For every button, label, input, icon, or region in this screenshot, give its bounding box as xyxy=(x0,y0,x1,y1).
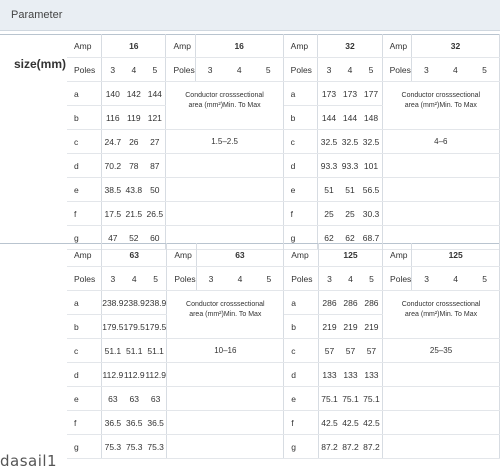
dimension-value: 119 xyxy=(123,106,144,130)
dimension-value: 144 xyxy=(144,82,166,106)
dimension-row xyxy=(67,82,500,106)
pole-count: 5 xyxy=(254,58,283,82)
conductor-range: 25–35 xyxy=(383,339,500,363)
empty-cell xyxy=(382,154,499,178)
poles-label: Poles xyxy=(167,267,196,291)
dimension-label: e xyxy=(283,178,318,202)
dimension-value: 142 xyxy=(123,82,144,106)
dimension-row xyxy=(67,202,500,226)
amp-label: Amp xyxy=(166,34,195,58)
dimension-value: 87 xyxy=(144,154,166,178)
conductor-note-line: Conductor crosssectional xyxy=(186,301,265,308)
poles-row xyxy=(67,58,500,82)
dimension-value: 87.2 xyxy=(361,435,383,459)
pole-count: 4 xyxy=(441,58,470,82)
dimension-value: 30.3 xyxy=(360,202,382,226)
amp-size-value: 63 xyxy=(196,243,284,267)
pole-count: 3 xyxy=(318,58,340,82)
dimension-value: 36.5 xyxy=(145,411,167,435)
empty-cell xyxy=(167,363,284,387)
empty-cell xyxy=(383,435,500,459)
dimension-value: 70.2 xyxy=(102,154,124,178)
dimension-value: 75.3 xyxy=(102,435,124,459)
dimension-value: 219 xyxy=(318,315,340,339)
dimension-value: 93.3 xyxy=(340,154,361,178)
dimension-value: 25 xyxy=(340,202,361,226)
amp-label: Amp xyxy=(67,243,102,267)
dimension-value: 25 xyxy=(318,202,340,226)
dimension-value: 177 xyxy=(360,82,382,106)
dimension-label: e xyxy=(284,387,319,411)
empty-cell xyxy=(167,411,284,435)
dimension-value: 78 xyxy=(123,154,144,178)
dimension-value: 112.9 xyxy=(124,363,145,387)
dimension-value: 75.1 xyxy=(318,387,340,411)
conductor-note-line: area (mm²)Min. To Max xyxy=(189,311,262,318)
dimension-value: 93.3 xyxy=(318,154,340,178)
poles-label: Poles xyxy=(284,267,319,291)
dimension-value: 219 xyxy=(361,315,383,339)
dimension-label: b xyxy=(284,315,319,339)
amp-label: Amp xyxy=(67,34,102,58)
empty-cell xyxy=(167,435,284,459)
dimension-label: f xyxy=(283,202,318,226)
dimension-label: f xyxy=(284,411,319,435)
dimension-row xyxy=(67,387,500,411)
dimension-label: g xyxy=(67,226,102,250)
dimension-value: 87.2 xyxy=(340,435,361,459)
pole-count: 3 xyxy=(102,58,124,82)
pole-count: 3 xyxy=(318,267,340,291)
pole-count: 3 xyxy=(411,58,440,82)
watermark-text: dasail1 xyxy=(0,452,58,470)
amp-size-value: 125 xyxy=(412,243,500,267)
dimension-label: d xyxy=(283,154,318,178)
conductor-range: 1.5–2.5 xyxy=(166,130,283,154)
dimension-value: 62 xyxy=(318,226,340,250)
empty-cell xyxy=(383,411,500,435)
dimension-label: e xyxy=(67,387,102,411)
dimension-row xyxy=(67,154,500,178)
parameter-header-bar xyxy=(0,0,500,31)
conductor-note-line: area (mm²)Min. To Max xyxy=(404,311,478,318)
dimension-value: 42.5 xyxy=(340,411,361,435)
poles-label: Poles xyxy=(67,58,102,82)
dimension-value: 50 xyxy=(144,178,166,202)
dimension-value: 36.5 xyxy=(124,411,145,435)
dimension-value: 133 xyxy=(318,363,340,387)
dimension-value: 27 xyxy=(144,130,166,154)
dimension-label: a xyxy=(67,291,102,315)
dimension-value: 238.9 xyxy=(145,291,167,315)
dimension-value: 42.5 xyxy=(318,411,340,435)
conductor-note-line: area (mm²)Min. To Max xyxy=(188,102,261,109)
pole-count: 4 xyxy=(124,267,145,291)
dimension-value: 57 xyxy=(318,339,340,363)
conductor-note-line: Conductor crosssectional xyxy=(185,92,264,99)
pole-count: 5 xyxy=(255,267,284,291)
empty-cell xyxy=(383,363,500,387)
dimension-value: 286 xyxy=(318,291,340,315)
empty-cell xyxy=(167,387,284,411)
dimension-value: 32.5 xyxy=(360,130,382,154)
dimension-value: 56.5 xyxy=(360,178,382,202)
dimension-value: 62 xyxy=(340,226,361,250)
dimension-label: d xyxy=(67,363,102,387)
conductor-note xyxy=(167,291,284,339)
dimension-value: 238.9 xyxy=(124,291,145,315)
dimension-row xyxy=(67,130,500,154)
dimension-value: 60 xyxy=(144,226,166,250)
dimension-value: 144 xyxy=(340,106,361,130)
dimension-value: 57 xyxy=(361,339,383,363)
dimension-label: g xyxy=(283,226,318,250)
dimension-value: 51 xyxy=(318,178,340,202)
amp-label: Amp xyxy=(383,243,412,267)
dimension-value: 75.1 xyxy=(340,387,361,411)
dimension-value: 63 xyxy=(124,387,145,411)
pole-count: 3 xyxy=(195,58,224,82)
pole-count: 4 xyxy=(441,267,470,291)
pole-count: 3 xyxy=(412,267,441,291)
dimension-value: 286 xyxy=(361,291,383,315)
amp-label: Amp xyxy=(284,243,319,267)
dimension-value: 112.9 xyxy=(102,363,124,387)
empty-cell xyxy=(166,178,283,202)
dimension-label: c xyxy=(283,130,318,154)
pole-count: 5 xyxy=(470,267,499,291)
pole-count: 4 xyxy=(225,58,254,82)
amp-size-value: 16 xyxy=(102,34,166,58)
dimension-value: 32.5 xyxy=(318,130,340,154)
dimension-value: 140 xyxy=(102,82,124,106)
size-label: size(mm) xyxy=(14,57,67,71)
empty-cell xyxy=(166,154,283,178)
dimension-label: g xyxy=(67,435,102,459)
conductor-note xyxy=(166,82,283,130)
dimension-value: 75.1 xyxy=(361,387,383,411)
empty-cell xyxy=(382,178,499,202)
dimension-value: 32.5 xyxy=(340,130,361,154)
amp-row xyxy=(67,243,500,267)
pole-count: 5 xyxy=(145,267,167,291)
dimension-label: g xyxy=(284,435,319,459)
dimension-row xyxy=(67,435,500,459)
dimension-value: 51 xyxy=(340,178,361,202)
dimension-label: b xyxy=(67,106,102,130)
pole-count: 5 xyxy=(144,58,166,82)
dimension-value: 63 xyxy=(145,387,167,411)
dimension-value: 63 xyxy=(102,387,124,411)
dimension-label: b xyxy=(67,315,102,339)
dimension-row xyxy=(67,363,500,387)
dimension-value: 173 xyxy=(318,82,340,106)
dimension-value: 112.9 xyxy=(145,363,167,387)
dimension-label: b xyxy=(283,106,318,130)
empty-cell xyxy=(166,202,283,226)
dimension-value: 51.1 xyxy=(102,339,124,363)
amp-row xyxy=(67,34,500,58)
dimension-value: 101 xyxy=(360,154,382,178)
dimension-value: 179.5 xyxy=(124,315,145,339)
dimension-label: f xyxy=(67,202,102,226)
dimension-row xyxy=(67,178,500,202)
dimension-value: 42.5 xyxy=(361,411,383,435)
pole-count: 4 xyxy=(340,58,361,82)
dimension-value: 51.1 xyxy=(145,339,167,363)
dimension-value: 26.5 xyxy=(144,202,166,226)
dimension-value: 238.9 xyxy=(102,291,124,315)
dimension-label: f xyxy=(67,411,102,435)
amp-label: Amp xyxy=(382,34,411,58)
amp-size-value: 16 xyxy=(195,34,283,58)
dimension-row xyxy=(67,339,500,363)
conductor-note xyxy=(382,82,499,130)
poles-row xyxy=(67,267,500,291)
poles-label: Poles xyxy=(166,58,195,82)
conductor-note xyxy=(383,291,500,339)
empty-cell xyxy=(383,387,500,411)
dimension-value: 116 xyxy=(102,106,124,130)
pole-count: 5 xyxy=(470,58,499,82)
pole-count: 4 xyxy=(340,267,361,291)
parameter-table xyxy=(67,34,500,250)
dimension-value: 75.3 xyxy=(145,435,167,459)
dimension-value: 17.5 xyxy=(102,202,124,226)
dimension-value: 52 xyxy=(123,226,144,250)
conductor-range: 4–6 xyxy=(382,130,499,154)
dimension-label: c xyxy=(67,339,102,363)
amp-label: Amp xyxy=(167,243,196,267)
dimension-label: a xyxy=(284,291,319,315)
dimension-value: 179.5 xyxy=(145,315,167,339)
dimension-row xyxy=(67,291,500,315)
dimension-value: 75.3 xyxy=(124,435,145,459)
dimension-value: 43.8 xyxy=(123,178,144,202)
pole-count: 5 xyxy=(360,58,382,82)
dimension-value: 26 xyxy=(123,130,144,154)
amp-size-value: 32 xyxy=(318,34,382,58)
dimension-label: d xyxy=(67,154,102,178)
dimension-value: 121 xyxy=(144,106,166,130)
dimension-label: a xyxy=(67,82,102,106)
amp-size-value: 63 xyxy=(102,243,167,267)
dimension-value: 47 xyxy=(102,226,124,250)
dimension-value: 38.5 xyxy=(102,178,124,202)
poles-label: Poles xyxy=(283,58,318,82)
dimension-value: 133 xyxy=(361,363,383,387)
dimension-value: 219 xyxy=(340,315,361,339)
dimension-label: d xyxy=(284,363,319,387)
amp-size-value: 125 xyxy=(318,243,382,267)
pole-count: 3 xyxy=(196,267,225,291)
parameter-table xyxy=(67,243,500,459)
poles-label: Poles xyxy=(383,267,412,291)
dimension-value: 144 xyxy=(318,106,340,130)
pole-count: 4 xyxy=(225,267,254,291)
dimension-value: 24.7 xyxy=(102,130,124,154)
empty-cell xyxy=(382,202,499,226)
amp-size-value: 32 xyxy=(411,34,499,58)
dimension-label: c xyxy=(67,130,102,154)
dimension-label: a xyxy=(283,82,318,106)
dimension-value: 179.5 xyxy=(102,315,124,339)
pole-count: 5 xyxy=(361,267,383,291)
dimension-value: 173 xyxy=(340,82,361,106)
dimension-row xyxy=(67,411,500,435)
dimension-value: 133 xyxy=(340,363,361,387)
page-title: Parameter xyxy=(11,9,63,21)
dimension-value: 148 xyxy=(360,106,382,130)
conductor-note-line: Conductor crosssectional xyxy=(401,301,481,308)
amp-label: Amp xyxy=(283,34,318,58)
dimension-label: c xyxy=(284,339,319,363)
dimension-value: 51.1 xyxy=(124,339,145,363)
poles-label: Poles xyxy=(67,267,102,291)
conductor-note-line: area (mm²)Min. To Max xyxy=(404,102,477,109)
dimension-value: 21.5 xyxy=(123,202,144,226)
pole-count: 3 xyxy=(102,267,124,291)
dimension-value: 87.2 xyxy=(318,435,340,459)
dimension-value: 286 xyxy=(340,291,361,315)
dimension-label: e xyxy=(67,178,102,202)
poles-label: Poles xyxy=(382,58,411,82)
dimension-value: 57 xyxy=(340,339,361,363)
dimension-value: 36.5 xyxy=(102,411,124,435)
conductor-range: 10–16 xyxy=(167,339,284,363)
dimension-value: 68.7 xyxy=(360,226,382,250)
conductor-note-line: Conductor crosssectional xyxy=(401,92,481,99)
pole-count: 4 xyxy=(123,58,144,82)
